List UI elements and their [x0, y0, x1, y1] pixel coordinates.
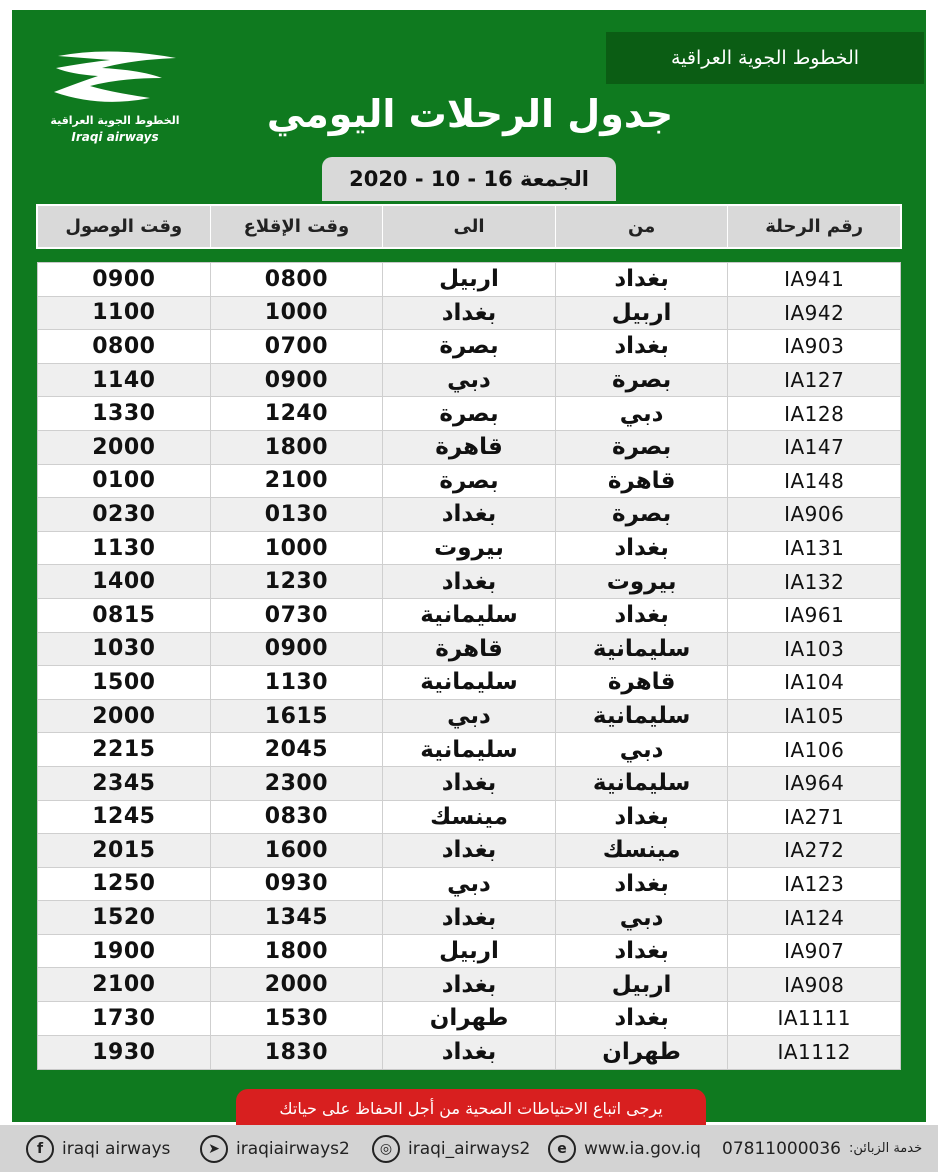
cell-to: بغداد	[382, 834, 555, 867]
cell-to: طهران	[382, 1002, 555, 1035]
cell-flight-number: IA272	[727, 834, 900, 867]
cell-from: سليمانية	[555, 700, 728, 733]
cell-departure: 1800	[210, 935, 383, 968]
cell-departure: 1345	[210, 901, 383, 934]
header-arrival: وقت الوصول	[65, 216, 183, 237]
website-url: www.ia.gov.iq	[584, 1138, 701, 1159]
table-row	[38, 666, 900, 700]
cell-from: بيروت	[555, 565, 728, 598]
cell-arrival: 1500	[92, 669, 156, 695]
cell-flight-number: IA147	[727, 431, 900, 464]
cell-from: بغداد	[555, 1002, 728, 1035]
cell-to: سليمانية	[382, 733, 555, 766]
header-from: من	[555, 206, 728, 247]
table-row	[38, 633, 900, 667]
brand-name-tag: الخطوط الجوية العراقية	[606, 32, 924, 84]
cell-departure: 2045	[210, 733, 383, 766]
cell-to: بغداد	[382, 498, 555, 531]
cell-arrival: 2015	[92, 837, 156, 863]
cell-departure: 2300	[210, 767, 383, 800]
page-title: جدول الرحلات اليومي	[266, 92, 674, 136]
table-row	[38, 834, 900, 868]
cell-flight-number: IA271	[727, 801, 900, 834]
cell-from: بغداد	[555, 330, 728, 363]
cell-to: سليمانية	[382, 666, 555, 699]
cell-to: سليمانية	[382, 599, 555, 632]
cell-departure: 0900	[210, 633, 383, 666]
airline-logo	[50, 48, 186, 148]
cell-arrival: 0900	[92, 266, 156, 292]
cell-departure: 1530	[210, 1002, 383, 1035]
cell-flight-number: IA127	[727, 364, 900, 397]
table-header	[36, 204, 902, 249]
cell-from: بغداد	[555, 532, 728, 565]
cell-arrival: 0800	[92, 333, 156, 359]
cell-flight-number: IA103	[727, 633, 900, 666]
cell-flight-number: IA903	[727, 330, 900, 363]
cell-to: بغداد	[382, 767, 555, 800]
cell-from: بغداد	[555, 868, 728, 901]
table-row	[38, 700, 900, 734]
cell-arrival: 2000	[92, 703, 156, 729]
cell-from: بصرة	[555, 498, 728, 531]
cell-from: بغداد	[555, 801, 728, 834]
cell-departure: 1130	[210, 666, 383, 699]
table-row	[38, 431, 900, 465]
cell-flight-number: IA105	[727, 700, 900, 733]
cell-departure: 1230	[210, 565, 383, 598]
footer-facebook[interactable]	[26, 1125, 170, 1172]
table-row	[38, 868, 900, 902]
cell-arrival: 2215	[92, 737, 156, 763]
table-row	[38, 498, 900, 532]
cell-flight-number: IA941	[727, 263, 900, 296]
footer-website[interactable]	[548, 1125, 701, 1172]
cell-to: دبي	[382, 364, 555, 397]
cell-to: قاهرة	[382, 633, 555, 666]
table-row	[38, 599, 900, 633]
cell-departure: 1240	[210, 397, 383, 430]
cell-arrival: 1130	[92, 535, 156, 561]
cell-arrival: 0100	[92, 468, 156, 494]
cell-from: مينسك	[555, 834, 728, 867]
cell-departure: 1615	[210, 700, 383, 733]
cell-departure: 2100	[210, 465, 383, 498]
cell-flight-number: IA908	[727, 968, 900, 1001]
cell-departure: 1600	[210, 834, 383, 867]
table-row	[38, 297, 900, 331]
cell-departure: 0130	[210, 498, 383, 531]
instagram-handle: iraqi_airways2	[408, 1138, 531, 1159]
cell-flight-number: IA148	[727, 465, 900, 498]
cell-departure: 0700	[210, 330, 383, 363]
cell-from: بغداد	[555, 599, 728, 632]
cell-flight-number: IA104	[727, 666, 900, 699]
cell-flight-number: IA132	[727, 565, 900, 598]
cell-to: دبي	[382, 700, 555, 733]
cell-arrival: 1520	[92, 905, 156, 931]
cell-flight-number: IA964	[727, 767, 900, 800]
cell-arrival: 1140	[92, 367, 156, 393]
cell-departure: 2000	[210, 968, 383, 1001]
cell-arrival: 1245	[92, 804, 156, 830]
cell-from: بغداد	[555, 935, 728, 968]
hotline-number: 07811000036	[722, 1138, 841, 1159]
cell-arrival: 1730	[92, 1005, 156, 1031]
footer-hotline	[722, 1125, 922, 1172]
cell-from: بصرة	[555, 431, 728, 464]
cell-departure: 0730	[210, 599, 383, 632]
table-row	[38, 1036, 900, 1070]
cell-to: بصرة	[382, 465, 555, 498]
cell-arrival: 1900	[92, 938, 156, 964]
cell-from: قاهرة	[555, 465, 728, 498]
logo-english-text: Iraqi airways	[71, 130, 159, 144]
cell-flight-number: IA128	[727, 397, 900, 430]
cell-arrival: 1330	[92, 401, 156, 427]
cell-to: اربيل	[382, 935, 555, 968]
cell-to: بغداد	[382, 565, 555, 598]
cell-departure: 1000	[210, 532, 383, 565]
cell-departure: 1000	[210, 297, 383, 330]
table-row	[38, 935, 900, 969]
cell-from: دبي	[555, 397, 728, 430]
facebook-icon: f	[26, 1135, 54, 1163]
logo-arabic-text: الخطوط الجوية العراقية	[50, 114, 180, 127]
telegram-handle: iraqiairways2	[236, 1138, 350, 1159]
header-flight-number: رقم الرحلة	[727, 206, 900, 247]
cell-arrival: 0230	[92, 501, 156, 527]
instagram-icon: ◎	[372, 1135, 400, 1163]
cell-departure: 0900	[210, 364, 383, 397]
web-icon: e	[548, 1135, 576, 1163]
header-to: الى	[382, 206, 555, 247]
cell-from: بصرة	[555, 364, 728, 397]
cell-to: بغداد	[382, 968, 555, 1001]
footer-instagram[interactable]	[372, 1125, 530, 1172]
cell-arrival: 1100	[92, 300, 156, 326]
cell-departure: 0930	[210, 868, 383, 901]
cell-from: دبي	[555, 901, 728, 934]
cell-arrival: 1250	[92, 871, 156, 897]
cell-to: بصرة	[382, 330, 555, 363]
table-row	[38, 397, 900, 431]
cell-flight-number: IA131	[727, 532, 900, 565]
cell-flight-number: IA961	[727, 599, 900, 632]
table-row	[38, 968, 900, 1002]
cell-from: دبي	[555, 733, 728, 766]
footer-telegram[interactable]	[200, 1125, 350, 1172]
table-row	[38, 733, 900, 767]
table-row	[38, 532, 900, 566]
cell-flight-number: IA907	[727, 935, 900, 968]
table-row	[38, 801, 900, 835]
cell-from: سليمانية	[555, 767, 728, 800]
cell-to: بيروت	[382, 532, 555, 565]
cell-to: دبي	[382, 868, 555, 901]
table-row	[38, 767, 900, 801]
airline-logo-icon	[50, 48, 180, 112]
cell-to: بغداد	[382, 297, 555, 330]
cell-flight-number: IA906	[727, 498, 900, 531]
cell-flight-number: IA106	[727, 733, 900, 766]
cell-to: قاهرة	[382, 431, 555, 464]
date-label: الجمعة 16 - 10 - 2020	[322, 157, 616, 201]
cell-arrival: 2100	[92, 972, 156, 998]
cell-arrival: 1930	[92, 1039, 156, 1065]
table-row	[38, 901, 900, 935]
header-departure: وقت الإقلاع	[210, 206, 383, 247]
table-row	[38, 364, 900, 398]
facebook-handle: iraqi airways	[62, 1138, 171, 1159]
cell-arrival: 2000	[92, 434, 156, 460]
cell-to: بغداد	[382, 1036, 555, 1070]
table-row	[38, 263, 900, 297]
flight-table	[37, 262, 901, 1070]
cell-to: مينسك	[382, 801, 555, 834]
cell-to: بصرة	[382, 397, 555, 430]
cell-departure: 0800	[210, 263, 383, 296]
cell-flight-number: IA123	[727, 868, 900, 901]
cell-arrival: 1030	[92, 636, 156, 662]
table-row	[38, 330, 900, 364]
table-row	[38, 1002, 900, 1036]
health-notice: يرجى اتباع الاحتياطات الصحية من أجل الحفاظ على حياتك	[236, 1089, 706, 1127]
table-row	[38, 565, 900, 599]
table-row	[38, 465, 900, 499]
cell-to: اربيل	[382, 263, 555, 296]
cell-from: بغداد	[555, 263, 728, 296]
cell-departure: 0830	[210, 801, 383, 834]
cell-arrival: 2345	[92, 770, 156, 796]
cell-flight-number: IA124	[727, 901, 900, 934]
cell-from: اربيل	[555, 968, 728, 1001]
cell-to: بغداد	[382, 901, 555, 934]
cell-from: سليمانية	[555, 633, 728, 666]
cell-flight-number: IA1112	[727, 1036, 900, 1070]
cell-arrival: 0815	[92, 602, 156, 628]
cell-from: اربيل	[555, 297, 728, 330]
cell-from: قاهرة	[555, 666, 728, 699]
hotline-label: خدمة الزبائن:	[848, 1141, 923, 1156]
cell-flight-number: IA942	[727, 297, 900, 330]
telegram-icon: ➤	[200, 1135, 228, 1163]
cell-departure: 1830	[210, 1036, 383, 1070]
footer-bar	[0, 1125, 938, 1172]
cell-from: طهران	[555, 1036, 728, 1070]
cell-departure: 1800	[210, 431, 383, 464]
cell-flight-number: IA1111	[727, 1002, 900, 1035]
cell-arrival: 1400	[92, 569, 156, 595]
